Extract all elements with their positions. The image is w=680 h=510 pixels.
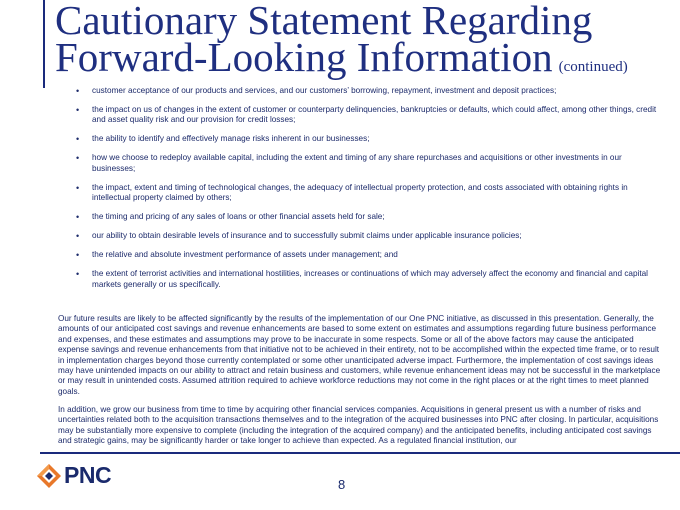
list-item: • our ability to obtain desirable levels of insurance and to successfully submit claims under applicable insurance policies; bbox=[76, 231, 522, 242]
bullet-icon: • bbox=[76, 153, 80, 164]
bullet-icon: • bbox=[76, 269, 80, 280]
bullet-icon: • bbox=[76, 182, 80, 193]
bullet-icon: • bbox=[76, 212, 80, 223]
bullet-icon: • bbox=[76, 134, 80, 145]
list-item: • the timing and pricing of any sales of loans or other financial assets held for sale; bbox=[76, 212, 385, 223]
body-paragraph-acquisitions: In addition, we grow our business from time to time by acquiring other financial services companies. Acquisitions in general present us with a number of risks and uncertainties related both to the acquisition transactions themselves and to the integration of the acquired businesses into PNC after closing. In particular, acquisitions may be substantially more expensive to complete (including the integration of the acquired company) and the anticipated benefits, including anticipated cost savings and strategic gains, may be significantly harder or take longer to achieve than expected. As a regulated financial institution, our bbox=[58, 405, 659, 446]
risk-factor-list bbox=[58, 86, 662, 299]
list-item: • the impact, extent and timing of technological changes, the adequacy of intellectual property protection, and costs associated with obtaining rights in intellectual property claimed by others; bbox=[76, 182, 628, 203]
left-accent-rule bbox=[43, 0, 45, 88]
bullet-icon: • bbox=[76, 105, 80, 115]
pnc-logo-text: PNC bbox=[64, 462, 112, 488]
list-item: • how we choose to redeploy available capital, including the extent and timing of any share repurchases and acquisitions or other investments in our businesses; bbox=[76, 153, 622, 173]
body-paragraph-one-pnc: Our future results are likely to be affected significantly by the results of the implementation of our One PNC initiative, as discussed in this presentation. Generally, the amounts of our anticipated cost savings and revenue enhancements are based to some extent on estimates and assumptions regarding future business performance and expenses, and these estimates and assumptions may prove to be inaccurate in some respects. Some or all of the above factors may cause the anticipated expense savings and revenue enhancements from that initiative not to be achieved in their entirety, not to be accomplished within the expected time frame, or to result in implementation charges beyond those currently contemplated or some other unanticipated adverse impact. Furthermore, the implementation of cost savings ideas may have unintended impacts on our ability to attract and retain business and customers, while revenue enhancement ideas may not be successful in the marketplace or may result in unintended costs. Assumed attrition required to achieve workforce reductions may not come in the right places or at the right times to meet planned goals. bbox=[58, 314, 661, 396]
list-item: • the impact on us of changes in the extent of customer or counterparty delinquencies, bankruptcies or defaults, which could affect, among other things, credit and asset quality risk and our provision for credit losses; bbox=[76, 105, 657, 125]
title-line-1: Cautionary Statement Regarding bbox=[55, 0, 593, 43]
footer-divider bbox=[40, 452, 680, 454]
list-item: • the extent of terrorist activities and international hostilities, increases or continuations of which may adversely affect the economy and financial and capital markets generally or us specifically. bbox=[76, 269, 648, 289]
pnc-logo-mark-icon bbox=[36, 463, 62, 489]
bullet-icon: • bbox=[76, 250, 80, 261]
list-item: • the relative and absolute investment performance of assets under management; and bbox=[76, 250, 398, 261]
page-number: 8 bbox=[338, 477, 346, 492]
title-suffix: (continued) bbox=[558, 59, 628, 75]
list-item: • the ability to identify and effectively manage risks inherent in our businesses; bbox=[76, 134, 370, 145]
pnc-logo bbox=[36, 462, 111, 489]
list-item: • customer acceptance of our products and services, and our customers’ borrowing, repayment, investment and deposit practices; bbox=[76, 86, 557, 96]
bullet-icon: • bbox=[76, 231, 80, 242]
bullet-icon: • bbox=[76, 86, 80, 96]
page-title bbox=[55, 2, 675, 86]
title-line-2: Forward-Looking Information bbox=[55, 34, 553, 80]
